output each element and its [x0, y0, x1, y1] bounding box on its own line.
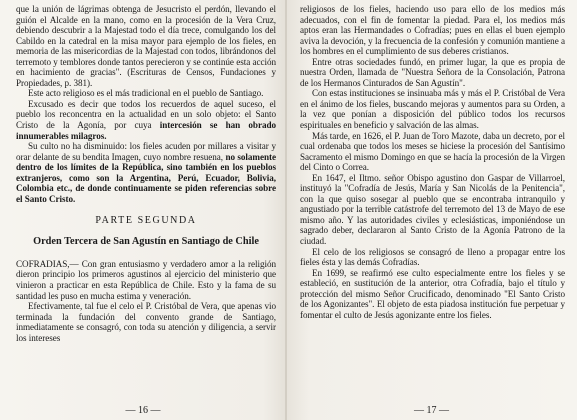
- text-run: Este acto religioso es el más tradicional en el pueblo de Santiago.: [28, 88, 264, 99]
- paragraph: [300, 247, 565, 268]
- page-number: — 17 —: [414, 405, 449, 416]
- chapter-title: Orden Tercera de San Agustín en Santiago de Chile: [33, 236, 259, 248]
- paragraph: [300, 173, 565, 247]
- paragraph: [16, 301, 276, 343]
- paragraph: [300, 4, 565, 57]
- text-run: Más tarde, en 1626, el P. Juan de Toro Mazote, daba un decreto, por el cual ordenaba que todos los meses se hiciese la procesión del Santísimo Sacramento el mismo Domingo en que se hacía la procesión de la Virgen del Cinto o Correa.: [300, 130, 565, 173]
- text-run: Con estas instituciones se insinuaba más y más el P. Cristóbal de Vera en el ánimo de los fieles, buscando mejoras y aumentos para su Orden, a la vez que ponían a disposición del público todos los recursos espirituales en beneficio y salvación de las almas.: [300, 88, 565, 131]
- page-number: — 16 —: [125, 405, 161, 416]
- right-page: [286, 0, 577, 420]
- text-run: Entre otras sociedades fundó, en primer lugar, la que es propia de nuestra Orden, llamada de "Nuestra Señora de la Consolación, Patrona de los Hermanos Cinturados de San Agustín".: [300, 56, 565, 88]
- paragraph: [16, 259, 276, 301]
- bold-text-run: intercesión se han obrado innumerables milagros.: [16, 120, 276, 141]
- bold-text-run: no solamente dentro de los límites de la República, sino también en los pueblos extranjeros, como son la Argentina, Perú, Ecuador, Bolivia, Colombia etc., de donde continuamente se piden referencias sobre el Santo Cristo.: [16, 151, 276, 204]
- paragraph: [16, 4, 276, 88]
- paragraph: [300, 131, 565, 173]
- text-run: COFRADIAS,— Con gran entusiasmo y verdadero amor a la religión dieron principio los primeros agustinos al ejercicio del ministerio que vinieron a practicar en esta República de Chile. Esto y la fama de su santidad les puso en mucha estima y veneración.: [16, 258, 276, 301]
- paragraph: [16, 141, 276, 204]
- text-run: El celo de los religiosos se consagró de lleno a propagar entre los fieles ésta y las demás Cofradías.: [300, 246, 565, 268]
- text-run: religiosos de los fieles, haciendo uso para ello de los medios más adecuados, con el fin de fomentar la piedad. Para el, los medios más aptos eran las Hermandades o Cofradías; pues en ellas el buen ejemplo aviva la devoción, y la frecuencia de la confesión y comunión mantiene a los hombres en el cumplimiento de sus deberes cristianos.: [300, 4, 565, 57]
- paragraph: [300, 268, 565, 321]
- right-page-text: [300, 4, 565, 320]
- text-run: Efectivamente, tal fue el celo el P. Cristóbal de Vera, que apenas vio terminada la fundación del convento grande de Santiago, inmediatamente se consagró, con toda su atención y diligencia, a servir los intereses: [16, 301, 276, 343]
- section-label: PARTE SEGUNDA: [95, 215, 197, 227]
- left-page-text: [16, 4, 276, 204]
- paragraph: [300, 57, 565, 89]
- paragraph: [16, 88, 276, 99]
- left-section-text: [16, 259, 276, 343]
- book-gutter: [285, 0, 287, 420]
- text-run: Su culto no ha disminuido: los fieles acuden por millares a visitar y orar delante de su bendita Imagen, cuyo nombre resuena,: [16, 141, 276, 162]
- paragraph: [16, 99, 276, 141]
- text-run: que la unión de lágrimas obtenga de Jesucristo el perdón, llevando el guión el Alcalde en la mano, como en la procesión de la Vera Cruz, debiendo descubrir a la Majestad todo el día trece, comulgando los del Cabildo en la catedral en la misa mayor para ejemplo de los fieles, en memoria de las misericordias de la Majestad con todos, librándonos del terremoto y temblores donde tantos perecieron y se continúe esta acción en hacimiento de gracias". (Escrituras de Censos, Fundaciones y Propiedades, p. 381).: [16, 4, 276, 88]
- paragraph: [300, 88, 565, 130]
- text-run: En 1647, el Iltmo. señor Obispo agustino don Gaspar de Villarroel, instituyó la "Cofradía de Jesús, María y San Nicolás de la Penitencia", con la que quiso sosegar al pueblo que se encontraba intranquilo y angustiado por la terrible catástrofe del terremoto del 13 de Mayo de ese mismo año. Y las autoridades civiles y eclesiásticas, imponiéndose un sagrado deber, declararon al Santo Cristo de la Agonía Patrono de la ciudad.: [300, 172, 565, 247]
- text-run: Excusado es decir que todos los recuerdos de aquel suceso, el pueblo los reconcentra en la actualidad en un solo objeto: el Santo Cristo de la Agonía, por cuya: [16, 98, 276, 131]
- left-page: [0, 0, 286, 420]
- text-run: En 1699, se reafirmó ese culto especialmente entre los fieles y se estableció, en sustitución de la anterior, otra Cofradía, bajo el título y protección del mismo Señor Crucificado, denominado "El Santo Cristo de los Agonizantes". El objeto de esta piadosa institución fue perpetuar y fomentar el culto de Jesús agonizante entre los fieles.: [300, 267, 565, 320]
